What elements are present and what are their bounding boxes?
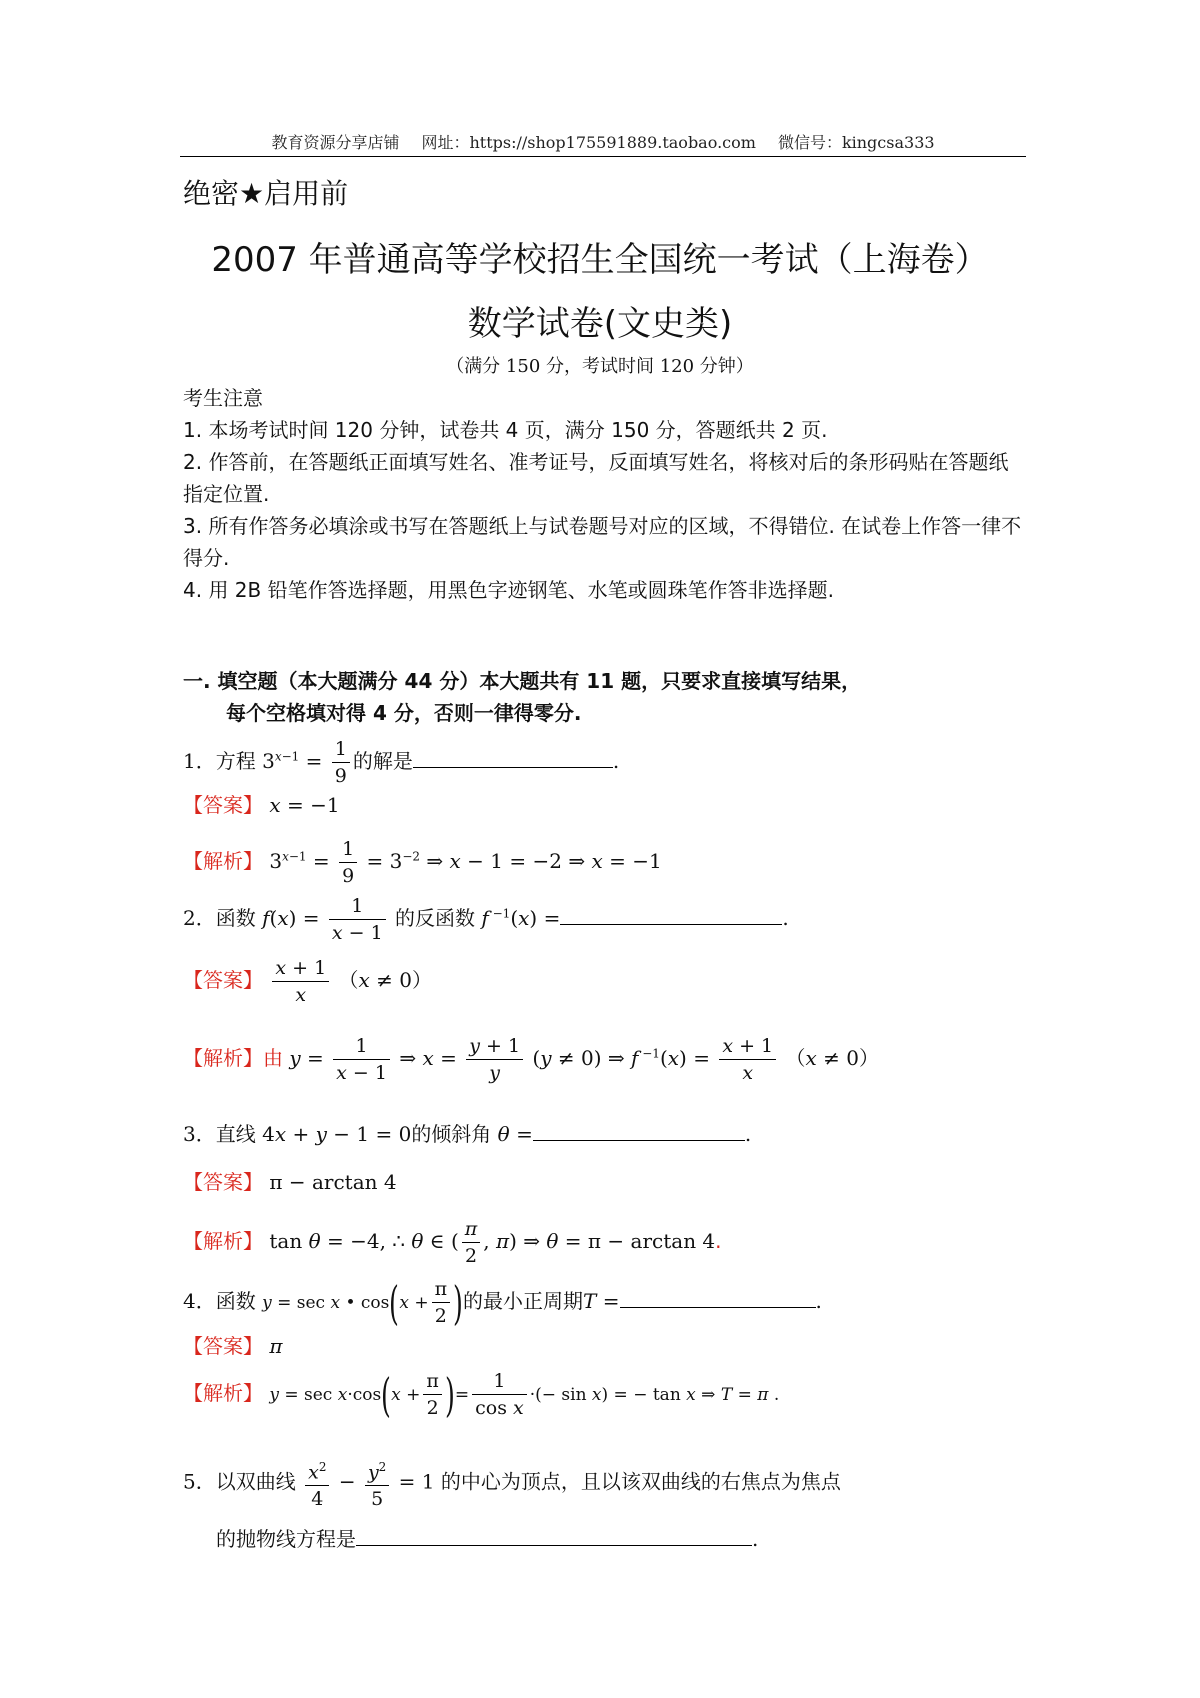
note-item: 4. 用 2B 铅笔作答选择题，用黑色字迹钢笔、水笔或圆珠笔作答非选择题. — [183, 578, 834, 602]
math-expression: θ = — [497, 1122, 533, 1146]
note-item: 3. 所有作答务必填涂或书写在答题纸上与试卷题号对应的区域，不得错位. 在试卷上作答一律不得分. — [183, 514, 1022, 570]
confidential-mark: 绝密★启用前 — [183, 177, 349, 210]
question-line2: 的抛物线方程是 — [216, 1527, 356, 1551]
math-expression: (y ≠ 0) ⇒ f $^{-1}$(x) = — [532, 1046, 710, 1070]
fraction: $\frac{1}{9}$ — [332, 738, 350, 787]
shop-url[interactable]: 网址：https://shop175591889.taobao.com — [421, 133, 756, 152]
question-number: 5． — [183, 1469, 216, 1494]
fraction: $\frac{x + 1}{x}$ — [272, 957, 329, 1006]
question-stem: 方程 — [215, 749, 256, 773]
answer-2 — [183, 957, 432, 1006]
answer-3 — [183, 1172, 397, 1192]
candidate-notes — [183, 382, 1028, 606]
math-expression: $3^{x-1}$ = — [269, 849, 330, 873]
section-one-heading — [183, 665, 861, 729]
analysis-label: 【解析】 — [183, 1381, 263, 1405]
math-expression: f(x) = — [262, 906, 320, 930]
math-expression: − — [338, 1469, 356, 1494]
question-stem: 以双曲线 — [215, 1469, 296, 1494]
math-expression: y = sec x • cos — [262, 1293, 390, 1313]
math-expression: ⇒ x = — [399, 1046, 457, 1070]
answer-value: x = −1 — [269, 793, 340, 817]
fraction: $\frac{1}{x - 1}$ — [329, 895, 386, 944]
fraction: $\frac{1}{\text{cos x}}$ — [472, 1370, 527, 1419]
analysis-1 — [183, 838, 662, 887]
question-3: 3．直线 4x + y − 1 = 0的倾斜角 θ = . — [183, 1122, 752, 1146]
math-expression: $3^{x-1}$ = — [262, 749, 323, 773]
answer-label: 【答案】 — [183, 1334, 263, 1358]
fraction: $\frac{x^2}{4}$ — [305, 1456, 329, 1510]
analysis-label: 【解析】 — [183, 849, 263, 873]
section-one-line2: 每个空格填对得 4 分，否则一律得零分. — [226, 701, 582, 725]
question-number: 2． — [183, 906, 216, 930]
answer-blank[interactable] — [620, 1289, 816, 1308]
math-condition: （x ≠ 0） — [338, 968, 433, 992]
notes-heading: 考生注意 — [183, 386, 263, 410]
answer-1 — [183, 795, 340, 815]
question-stem: 函数 — [215, 1289, 256, 1313]
question-4: 4．函数 y = sec x • cos(x + $\frac{\pi}{2}$ )的最小正周期T = . — [183, 1275, 822, 1330]
exam-subtitle: 数学试卷(文史类) — [467, 304, 733, 344]
answer-blank[interactable] — [533, 1122, 745, 1141]
question-number: 4． — [183, 1289, 216, 1313]
math-expression: , π) ⇒ θ = π − arctan 4 — [483, 1229, 716, 1253]
exam-title: 2007 年普通高等学校招生全国统一考试（上海卷） — [211, 240, 989, 280]
math-expression: f $^{-1}$(x) = — [481, 906, 561, 930]
answer-blank[interactable] — [560, 906, 782, 925]
question-2: 2．函数 f(x) = $\frac{1}{x - 1}$ 的反函数 f $^{-1}$(x) = . — [183, 895, 789, 944]
wechat-id: 微信号：kingcsa333 — [777, 133, 935, 152]
score-time-line: （满分 150 分，考试时间 120 分钟） — [446, 356, 754, 377]
fraction: $\frac{\pi}{2}$ — [432, 1278, 451, 1327]
question-mid: 的最小正周期 — [463, 1289, 584, 1313]
question-1: 1．方程 $3^{x-1}$ = $\frac{1}{9}$ 的解是 . — [183, 738, 620, 787]
math-expression: T = — [583, 1289, 620, 1313]
fraction: $\frac{1}{9}$ — [339, 838, 357, 887]
analysis-label: 【解析】 — [183, 1229, 263, 1253]
fraction: $\frac{y^2}{5}$ — [365, 1456, 389, 1510]
question-mid: 的反函数 — [395, 906, 476, 930]
answer-blank[interactable] — [356, 1527, 752, 1546]
answer-label: 【答案】 — [183, 968, 263, 992]
header-divider — [180, 156, 1026, 157]
question-mid: 的中心为顶点，且以该双曲线的右焦点为焦点 — [440, 1469, 841, 1494]
math-expression: = 1 — [398, 1469, 435, 1494]
question-mid: 的倾斜角 — [411, 1122, 492, 1146]
fraction: $\frac{\pi}{2}$ — [462, 1218, 481, 1267]
question-number: 3． — [183, 1122, 216, 1146]
analysis-4: 【解析】 y = sec x·cos(x + $\frac{\pi}{2}$ )= $\frac{1}{\text{cos x}}$ ·(− sin x) = − tan x ⇒ T = π . — [183, 1367, 780, 1422]
answer-label: 【答案】 — [183, 1170, 263, 1194]
note-item: 1. 本场考试时间 120 分钟，试卷共 4 页，满分 150 分，答题纸共 2 页. — [183, 418, 828, 442]
analysis-2 — [183, 1035, 879, 1084]
shop-name: 教育资源分享店铺 — [271, 133, 400, 152]
answer-label: 【答案】 — [183, 793, 263, 817]
question-5-line2: 的抛物线方程是 . — [216, 1527, 759, 1551]
answer-value: π − arctan 4 — [269, 1170, 397, 1194]
question-stem: 函数 — [215, 906, 256, 930]
math-expression: ·(− sin x) = − tan x ⇒ T = π . — [529, 1385, 780, 1405]
section-one-line1: 一. 填空题（本大题满分 44 分）本大题共有 11 题，只要求直接填写结果， — [183, 669, 862, 693]
analysis-prefix: 由 — [263, 1046, 283, 1070]
note-item: 2. 作答前，在答题纸正面填写姓名、准考证号，反面填写姓名，将核对后的条形码贴在答题纸指定位置. — [183, 450, 1009, 506]
question-number: 1． — [183, 749, 216, 773]
math-expression: tan θ = −4, ∴ θ ∈ ( — [269, 1229, 459, 1253]
answer-blank[interactable] — [413, 749, 613, 768]
question-5 — [183, 1456, 841, 1510]
math-condition: （x ≠ 0） — [785, 1046, 879, 1070]
fraction: $\frac{y + 1}{y}$ — [466, 1035, 523, 1084]
page-header — [180, 130, 1026, 153]
math-expression: y = — [289, 1046, 324, 1070]
math-expression: = $3^{-2}$ ⇒ x − 1 = −2 ⇒ x = −1 — [366, 849, 662, 873]
fraction: $\frac{\pi}{2}$ — [423, 1370, 442, 1419]
fraction: $\frac{1}{x - 1}$ — [333, 1035, 390, 1084]
fraction: $\frac{x + 1}{x}$ — [719, 1035, 776, 1084]
analysis-3: 【解析】 tan θ = −4, ∴ θ ∈ ( $\frac{\pi}{2}$ , π) ⇒ θ = π − arctan 4. — [183, 1218, 722, 1267]
answer-value: π — [269, 1334, 283, 1358]
math-expression: 4x + y − 1 = 0 — [262, 1122, 412, 1146]
analysis-label: 【解析】 — [183, 1046, 263, 1070]
math-expression: y = sec x·cos — [269, 1385, 382, 1405]
answer-4 — [183, 1336, 283, 1356]
question-stem: 直线 — [215, 1122, 256, 1146]
question-tail: 的解是 — [352, 749, 413, 773]
